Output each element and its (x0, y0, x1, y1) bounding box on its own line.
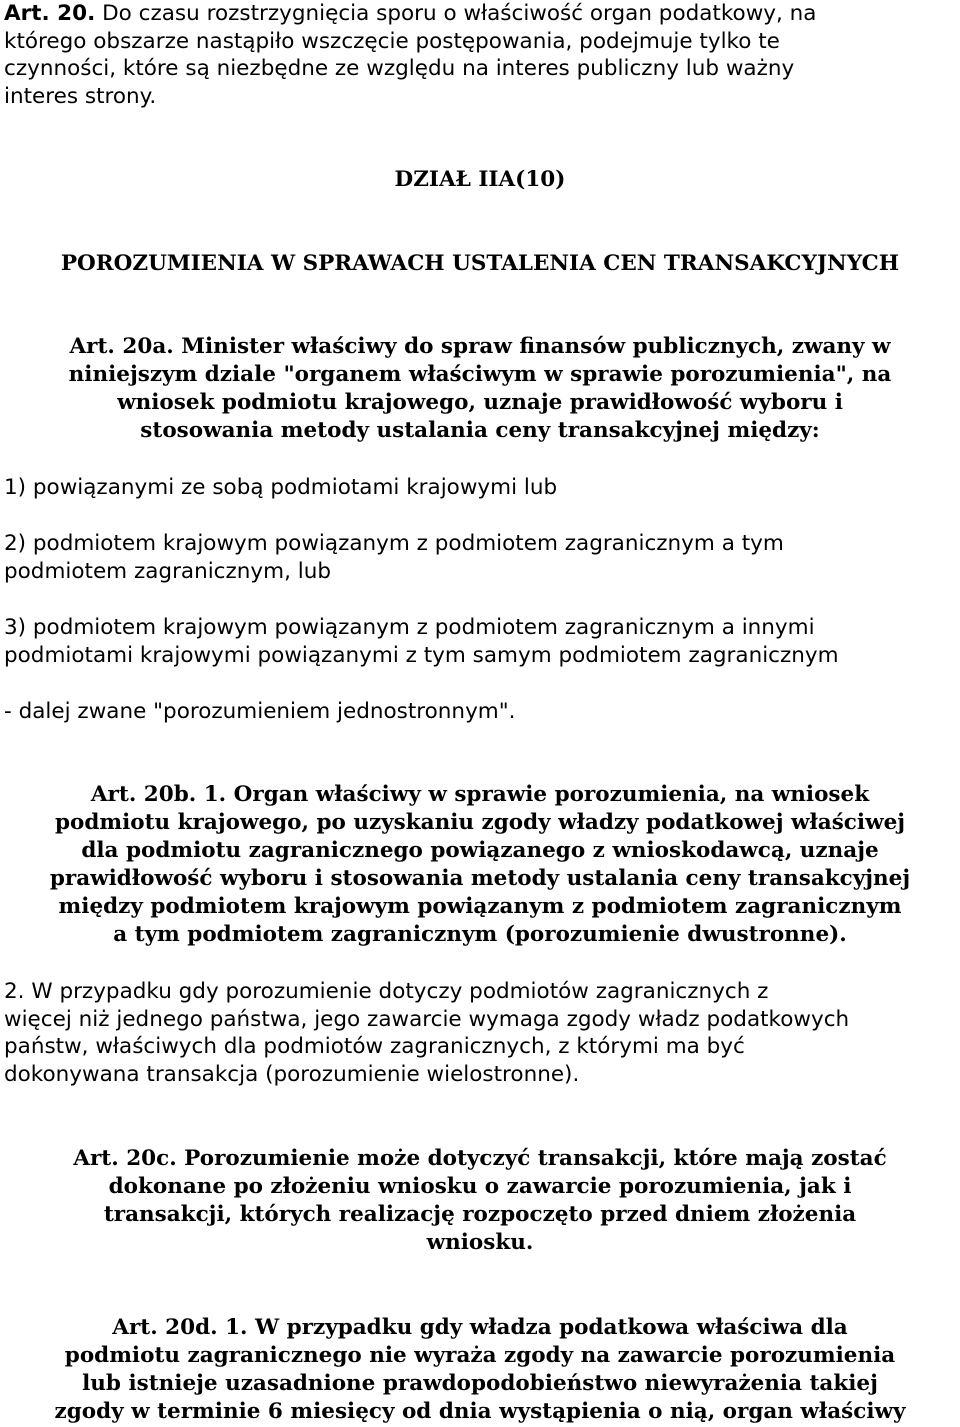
article-20c (4, 1145, 956, 1257)
point-2-line-2: podmiotem zagranicznym, lub (4, 558, 331, 584)
point-2-line-1: 2) podmiotem krajowym powiązanym z podmiotem zagranicznym a tym (4, 531, 784, 556)
article-20b-line-3: dla podmiotu zagranicznego powiązanego z wnioskodawcą, uznaje (81, 838, 879, 863)
section-title: POROZUMIENIA W SPRAWACH USTALENIA CEN TRANSAKCYJNYCH (60, 251, 900, 276)
article-20-line-4: interes strony. (4, 83, 157, 109)
article-20d-line-1: Art. 20d. 1. W przypadku gdy władza podatkowa właściwa dla (112, 1315, 848, 1340)
article-20b-line-4: prawidłowość wyboru i stosowania metody ustalania ceny transakcyjnej (49, 866, 911, 891)
article-20c-line-1: Art. 20c. Porozumienie może dotyczyć transakcji, które mają zostać (73, 1146, 887, 1171)
article-20d-line-4: zgody w terminie 6 miesięcy od dnia wystąpienia o nią, organ właściwy (54, 1399, 906, 1424)
article-20-line-2: którego obszarze nastąpiło wszczęcie postępowania, podejmuje tylko te (4, 28, 780, 54)
article-20d (4, 1314, 956, 1426)
section-heading: DZIAŁ IIA(10) (394, 167, 566, 192)
article-20b-par-2 (4, 978, 956, 1088)
article-20b-par-2-line-4: dokonywana transakcja (porozumienie wielostronne). (4, 1061, 580, 1087)
article-20a-line-2: niniejszym dziale "organem właściwym w sprawie porozumienia", na (68, 362, 892, 387)
article-20a-line-4: stosowania metody ustalania ceny transakcyjnej między: (140, 418, 820, 443)
point-1-line: 1) powiązanymi ze sobą podmiotami krajowymi lub (4, 475, 558, 500)
article-20-label: Art. 20. (4, 1, 96, 26)
article-20d-line-3: lub istnieje uzasadnione prawdopodobieństwo niewyrażenia takiej (82, 1371, 878, 1396)
article-20 (4, 0, 956, 110)
article-20b-line-5: między podmiotem krajowym powiązanym z podmiotem zagranicznym (58, 894, 902, 919)
article-20a (4, 333, 956, 445)
point-3-line-1: 3) podmiotem krajowym powiązanym z podmiotem zagranicznym a innymi (4, 615, 815, 640)
article-20-text: Do czasu rozstrzygnięcia sporu o właściwość organ podatkowy, na (95, 1, 817, 26)
closing-line: - dalej zwane "porozumieniem jednostronnym". (4, 699, 516, 724)
article-20d-line-2: podmiotu zagranicznego nie wyraża zgody na zawarcie porozumienia (64, 1343, 896, 1368)
point-2 (4, 530, 956, 585)
article-20a-line-3: wniosek podmiotu krajowego, uznaje prawidłowość wyboru i (117, 390, 843, 415)
article-20-line-1 (4, 0, 956, 28)
article-20b-line-6: a tym podmiotem zagranicznym (porozumienie dwustronne). (113, 922, 847, 947)
article-20a-closing (4, 698, 956, 726)
article-20a-line-1: Art. 20a. Minister właściwy do spraw finansów publicznych, zwany w (69, 334, 891, 359)
article-20c-line-3: transakcji, których realizację rozpoczęto przed dniem złożenia (103, 1202, 857, 1227)
article-20b-line-1: Art. 20b. 1. Organ właściwy w sprawie porozumienia, na wniosek (90, 782, 870, 807)
article-20-line-3: czynności, które są niezbędne ze względu na interes publiczny lub ważny (4, 56, 795, 81)
article-20b-par-1 (4, 781, 956, 949)
point-1 (4, 474, 956, 502)
article-20b-par-2-line-2: więcej niż jednego państwa, jego zawarcie wymaga zgody władz podatkowych (4, 1006, 850, 1032)
article-20b-par-2-line-1: 2. W przypadku gdy porozumienie dotyczy podmiotów zagranicznych z (4, 979, 769, 1004)
point-3-line-2: podmiotami krajowymi powiązanymi z tym samym podmiotem zagranicznym (4, 642, 839, 668)
article-20b-par-2-line-3: państw, właściwych dla podmiotów zagranicznych, z którymi ma być (4, 1034, 745, 1059)
article-20c-line-4: wniosku. (426, 1230, 534, 1255)
article-20c-line-2: dokonane po złożeniu wniosku o zawarcie porozumienia, jak i (108, 1174, 852, 1199)
article-20b-line-2: podmiotu krajowego, po uzyskaniu zgody władzy podatkowej właściwej (54, 810, 906, 835)
point-3 (4, 614, 956, 669)
